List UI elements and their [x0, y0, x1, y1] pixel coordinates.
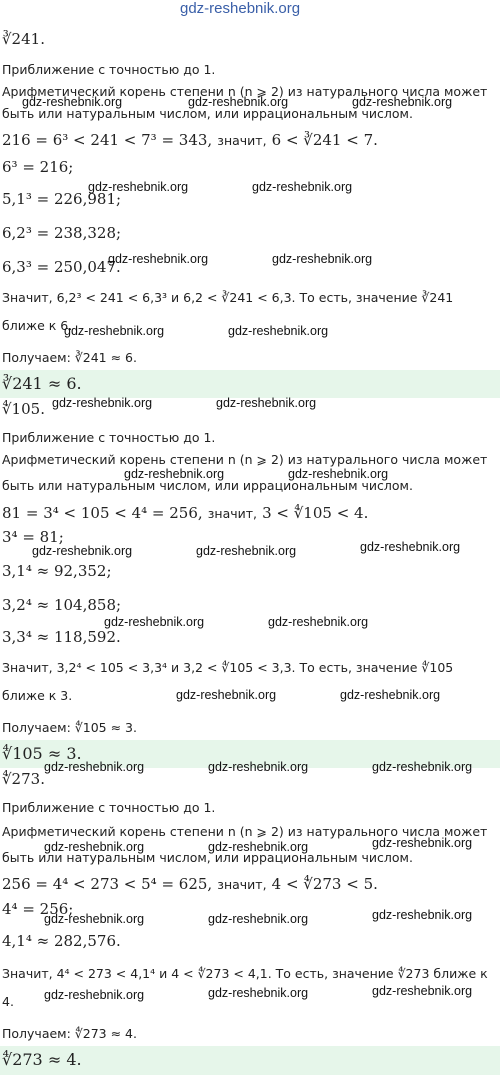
watermark: gdz-reshebnik.org [216, 396, 317, 410]
approx-label: Приближение с точностью до 1. [2, 430, 216, 445]
bound-result: 6 < ∛241 < 7. [271, 131, 378, 149]
bound-math: 256 = 4⁴ < 273 < 5⁴ = 625, [2, 875, 213, 893]
step: 3,3⁴ ≈ 118,592. [2, 628, 121, 646]
watermark: gdz-reshebnik.org [44, 988, 145, 1002]
step: 4⁴ = 256; [2, 900, 74, 918]
watermark: gdz-reshebnik.org [32, 544, 133, 558]
watermark: gdz-reshebnik.org [88, 180, 189, 194]
bound-conj: значит, [217, 133, 267, 148]
watermark: gdz-reshebnik.org [22, 95, 123, 109]
watermark: gdz-reshebnik.org [352, 95, 453, 109]
watermark: gdz-reshebnik.org [124, 467, 225, 481]
result-line: Получаем: ∛241 ≈ 6. [2, 350, 137, 365]
watermark: gdz-reshebnik.org [188, 95, 289, 109]
rule-line-2: быть или натуральным числом, или иррациональным числом. [2, 478, 413, 493]
bound-math: 216 = 6³ < 241 < 7³ = 343, [2, 131, 213, 149]
watermark: gdz-reshebnik.org [44, 912, 145, 926]
step: 6,2³ = 238,328; [2, 224, 122, 242]
section-title: ∜105. [2, 400, 45, 418]
watermark: gdz-reshebnik.org [44, 840, 145, 854]
watermark: gdz-reshebnik.org [208, 986, 309, 1000]
bound-result: 4 < ∜273 < 5. [271, 875, 378, 893]
watermark: gdz-reshebnik.org [104, 615, 205, 629]
conclusion-line-1: Значит, 6,2³ < 241 < 6,3³ и 6,2 < ∛241 < 6,3. То есть, значение ∛241 [2, 290, 454, 305]
rule-line-1: Арифметический корень степени n (n ⩾ 2) из натурального числа может [2, 84, 488, 99]
conclusion-line-2: ближе к 3. [2, 688, 73, 703]
bound-result: 3 < ∜105 < 4. [262, 504, 369, 522]
step: 3⁴ = 81; [2, 528, 64, 546]
watermark: gdz-reshebnik.org [372, 984, 473, 998]
watermark: gdz-reshebnik.org [176, 688, 277, 702]
rule-line-2: быть или натуральным числом, или иррациональным числом. [2, 850, 413, 865]
rule-line-1: Арифметический корень степени n (n ⩾ 2) из натурального числа может [2, 452, 488, 467]
watermark: gdz-reshebnik.org [208, 840, 309, 854]
answer-box [0, 370, 500, 398]
watermark: gdz-reshebnik.org [208, 760, 309, 774]
step: 6,3³ = 250,047. [2, 258, 121, 276]
step: 6³ = 216; [2, 158, 74, 176]
watermark: gdz-reshebnik.org [372, 760, 473, 774]
watermark: gdz-reshebnik.org [360, 540, 461, 554]
watermark: gdz-reshebnik.org [228, 324, 329, 338]
watermark: gdz-reshebnik.org [44, 760, 145, 774]
watermark: gdz-reshebnik.org [372, 836, 473, 850]
step: 5,1³ = 226,981; [2, 190, 122, 208]
rule-line-2: быть или натуральным числом, или иррациональным числом. [2, 106, 413, 121]
conclusion-line-2: ближе к 6. [2, 318, 73, 333]
result-line: Получаем: ∜105 ≈ 3. [2, 720, 137, 735]
bound-line [2, 130, 378, 149]
watermark: gdz-reshebnik.org [272, 252, 373, 266]
conclusion-line-1: Значит, 4⁴ < 273 < 4,1⁴ и 4 < ∜273 < 4,1. То есть, значение ∜273 ближе к [2, 966, 488, 981]
watermark: gdz-reshebnik.org [268, 615, 369, 629]
watermark: gdz-reshebnik.org [64, 324, 165, 338]
section-title: ∜273. [2, 770, 45, 788]
watermark: gdz-reshebnik.org [52, 396, 153, 410]
conclusion-line-2: 4. [2, 994, 14, 1009]
approx-label: Приближение с точностью до 1. [2, 62, 216, 77]
watermark: gdz-reshebnik.org [208, 912, 309, 926]
answer: ∛241 ≈ 6. [2, 374, 82, 393]
bound-conj: значит, [207, 506, 257, 521]
bound-conj: значит, [217, 877, 267, 892]
watermark: gdz-reshebnik.org [196, 544, 297, 558]
watermark: gdz-reshebnik.org [252, 180, 353, 194]
answer-box [0, 1046, 500, 1075]
watermark: gdz-reshebnik.org [340, 688, 441, 702]
conclusion-line-1: Значит, 3,2⁴ < 105 < 3,3⁴ и 3,2 < ∜105 < 3,3. То есть, значение ∜105 [2, 660, 454, 675]
result-line: Получаем: ∜273 ≈ 4. [2, 1026, 137, 1041]
step: 3,2⁴ ≈ 104,858; [2, 596, 122, 614]
watermark: gdz-reshebnik.org [372, 908, 473, 922]
step: 3,1⁴ ≈ 92,352; [2, 562, 112, 580]
answer: ∜273 ≈ 4. [2, 1050, 82, 1069]
watermark: gdz-reshebnik.org [108, 252, 209, 266]
site-header: gdz-reshebnik.org [180, 0, 301, 17]
watermark: gdz-reshebnik.org [288, 467, 389, 481]
step: 4,1⁴ ≈ 282,576. [2, 932, 121, 950]
section-title: ∛241. [2, 30, 45, 48]
bound-line [2, 874, 378, 893]
rule-line-1: Арифметический корень степени n (n ⩾ 2) из натурального числа может [2, 824, 488, 839]
approx-label: Приближение с точностью до 1. [2, 800, 216, 815]
bound-line [2, 503, 368, 522]
bound-math: 81 = 3⁴ < 105 < 4⁴ = 256, [2, 504, 203, 522]
answer: ∜105 ≈ 3. [2, 744, 82, 763]
